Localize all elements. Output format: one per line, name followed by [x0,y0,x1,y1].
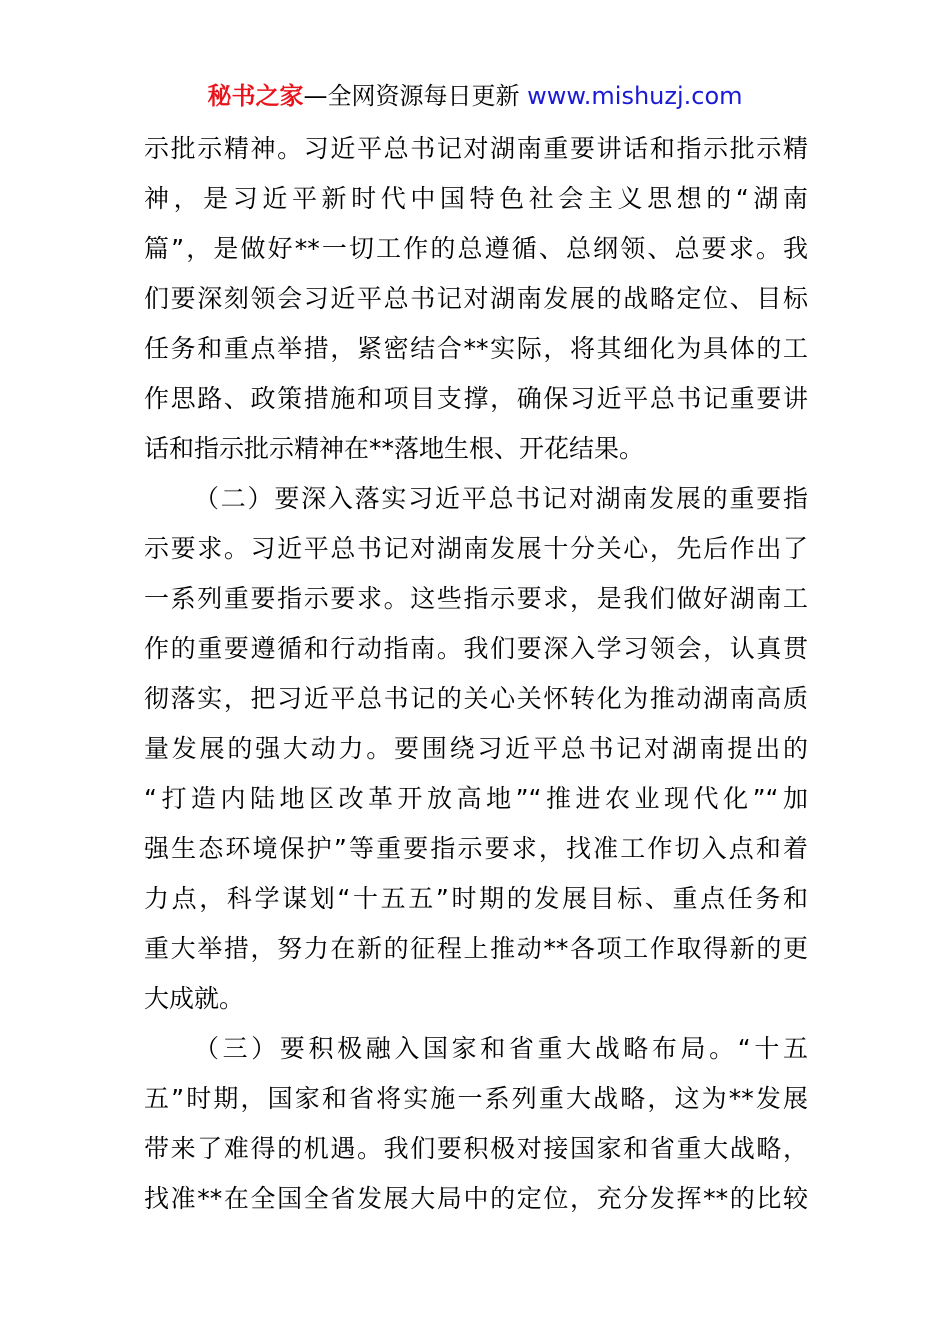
text-line: 强生态环境保护”等重要指示要求，找准工作切入点和着 [144,834,808,863]
text-line: 量发展的强大动力。要围绕习近平总书记对湖南提出的 [144,734,808,763]
site-name: 秘书之家 [207,82,304,110]
text-line: 找准**在全国全省发展大局中的定位，充分发挥**的比较 [144,1184,808,1213]
text-line: 话和指示批示精神在**落地生根、开花结果。 [144,434,645,463]
section-heading-line: （二）要深入落实习近平总书记对湖南发展的重要指 [194,484,808,513]
text-line: 一系列重要指示要求。这些指示要求，是我们做好湖南工 [144,584,808,613]
text-line: 示批示精神。习近平总书记对湖南重要讲话和指示批示精 [144,134,808,163]
paragraph-section-2 [144,474,808,1024]
page-header [0,80,950,112]
text-line: 任务和重点举措，紧密结合**实际，将其细化为具体的工 [144,334,808,363]
text-line: 作的重要遵循和行动指南。我们要深入学习领会，认真贯 [144,634,808,663]
text-line: 们要深刻领会习近平总书记对湖南发展的战略定位、目标 [144,284,808,313]
text-line: 神，是习近平新时代中国特色社会主义思想的“湖南 [144,184,808,213]
text-line: “打造内陆地区改革开放高地”“推进农业现代化”“加 [144,784,808,813]
text-line: 带来了难得的机遇。我们要积极对接国家和省重大战略， [144,1134,808,1163]
text-line: 大成就。 [144,984,245,1013]
paragraph-section-3 [144,1024,808,1224]
text-line: 五”时期，国家和省将实施一系列重大战略，这为**发展 [144,1084,808,1113]
text-line: 彻落实，把习近平总书记的关心关怀转化为推动湖南高质 [144,684,808,713]
text-line: 示要求。习近平总书记对湖南发展十分关心，先后作出了 [144,534,808,563]
text-line: 篇”，是做好**一切工作的总遵循、总纲领、总要求。我 [144,234,808,263]
site-url-link[interactable]: www.mishuzj.com [527,82,743,110]
text-line: 重大举措，努力在新的征程上推动**各项工作取得新的更 [144,934,808,963]
site-tagline: —全网资源每日更新 [303,82,520,110]
text-line: 作思路、政策措施和项目支撑，确保习近平总书记重要讲 [144,384,808,413]
text-line: 力点，科学谋划“十五五”时期的发展目标、重点任务和 [144,884,808,913]
paragraph-continued [144,124,808,474]
document-body [144,124,808,1224]
section-heading-line: （三）要积极融入国家和省重大战略布局。“十五 [194,1034,808,1063]
